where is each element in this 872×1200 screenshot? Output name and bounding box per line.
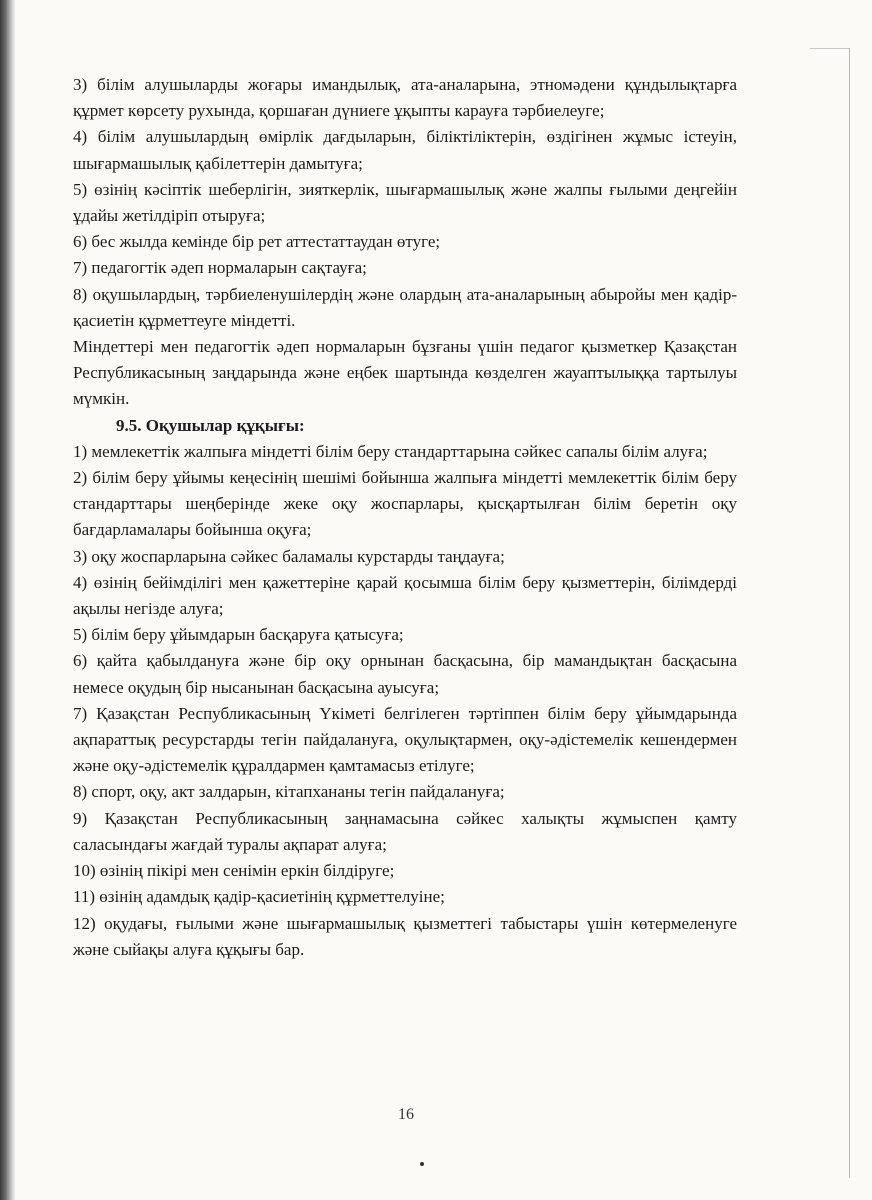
document-body	[73, 72, 737, 963]
right-7-information-resources: 7) Қазақстан Республикасының Үкіметі белгілеген тәртіппен білім беру ұйымдарында ақпараттық ресурстарды тегін пайдалануға, оқулықтармен, оқу-әдістемелік кешендермен және оқу-әдістемелік құралдармен қамтамасыз етілуге;	[73, 703, 737, 776]
right-3-alternative-courses: 3) оқу жоспарларына сәйкес баламалы курстарды таңдауға;	[73, 546, 505, 566]
paragraph-responsibility: Міндеттері мен педагогтік әдеп нормаларын бұзғаны үшін педагог қызметкер Қазақстан Республикасының заңдарында және еңбек шартында көзделген жауаптылыққа тартылуы мүмкін.	[73, 337, 737, 409]
scan-border-line-top	[810, 48, 850, 49]
right-8-facilities: 8) спорт, оқу, акт залдарын, кітапхананы тегін пайдалануға;	[73, 782, 505, 802]
right-5-participate-management: 5) білім беру ұйымдарын басқаруға қатысуға;	[73, 625, 404, 645]
right-6-transfer: 6) қайта қабылдануға және бір оқу орнынан басқасына, бір мамандықтан басқасына немесе оқудың бір нысанынан басқасына ауысуға;	[73, 651, 737, 697]
scan-speck	[420, 1162, 424, 1166]
right-12-rewards: 12) оқудағы, ғылыми және шығармашылық қызметтегі табыстары үшін көтермеленуге және сыйақы алуға құқығы бар.	[73, 913, 737, 959]
paragraph-6-attestation: 6) бес жылда кемінде бір рет аттестаттаудан өтуге;	[73, 232, 441, 252]
paragraph-8-respect-dignity: 8) оқушылардың, тәрбиеленушілердің және олардың ата-аналарының абыройы мен қадір-қасиетін құрметтеуге міндетті.	[73, 284, 737, 330]
right-2-individual-plans: 2) білім беру ұйымы кеңесінің шешімі бойынша жалпыға міндетті мемлекеттік білім беру стандарттары шеңберінде жеке оқу жоспарлары, қысқартылған білім беретін оқу бағдарламалары бойынша оқуға;	[73, 468, 737, 540]
paragraph-5-professional-skills: 5) өзінің кәсіптік шеберлігін, зияткерлік, шығармашылық және жалпы ғылыми деңгейін ұдайы жетілдіріп отыруға;	[73, 179, 737, 226]
scan-border-line	[849, 48, 850, 1178]
scan-edge-shadow	[0, 0, 16, 1200]
page-number: 16	[398, 1106, 414, 1123]
right-1-quality-education: 1) мемлекеттік жалпыға міндетті білім беру стандарттарына сәйкес сапалы білім алуға;	[73, 441, 708, 461]
right-10-free-expression: 10) өзінің пікірі мен сенімін еркін білдіруге;	[73, 861, 395, 881]
section-heading-student-rights: 9.5. Оқушылар құқығы:	[116, 415, 305, 435]
paragraph-4-life-skills: 4) білім алушылардың өмірлік дағдыларын, біліктіліктерін, өздігінен жұмыс істеуін, шығармашылық қабілеттерін дамытуға;	[73, 127, 737, 173]
right-9-employment-info: 9) Қазақстан Республикасының заңнамасына сәйкес халықты жұмыспен қамту саласындағы жағдай туралы ақпарат алуға;	[73, 808, 737, 854]
paragraph-7-ethics-norms: 7) педагогтік әдеп нормаларын сақтауға;	[73, 258, 367, 278]
paragraph-3-moral-education: 3) білім алушыларды жоғары имандылық, ата-аналарына, этномәдени құндылықтарға құрмет көрсету рухында, қоршаған дүниеге ұқыпты карауға тәрбиелеуге;	[73, 75, 737, 121]
right-4-additional-services: 4) өзінің бейімділігі мен қажеттеріне қарай қосымша білім беру қызметтерін, білімдерді ақылы негізде алуға;	[73, 572, 737, 619]
right-11-dignity: 11) өзінің адамдық қадір-қасиетінің құрметтелуіне;	[73, 887, 445, 907]
